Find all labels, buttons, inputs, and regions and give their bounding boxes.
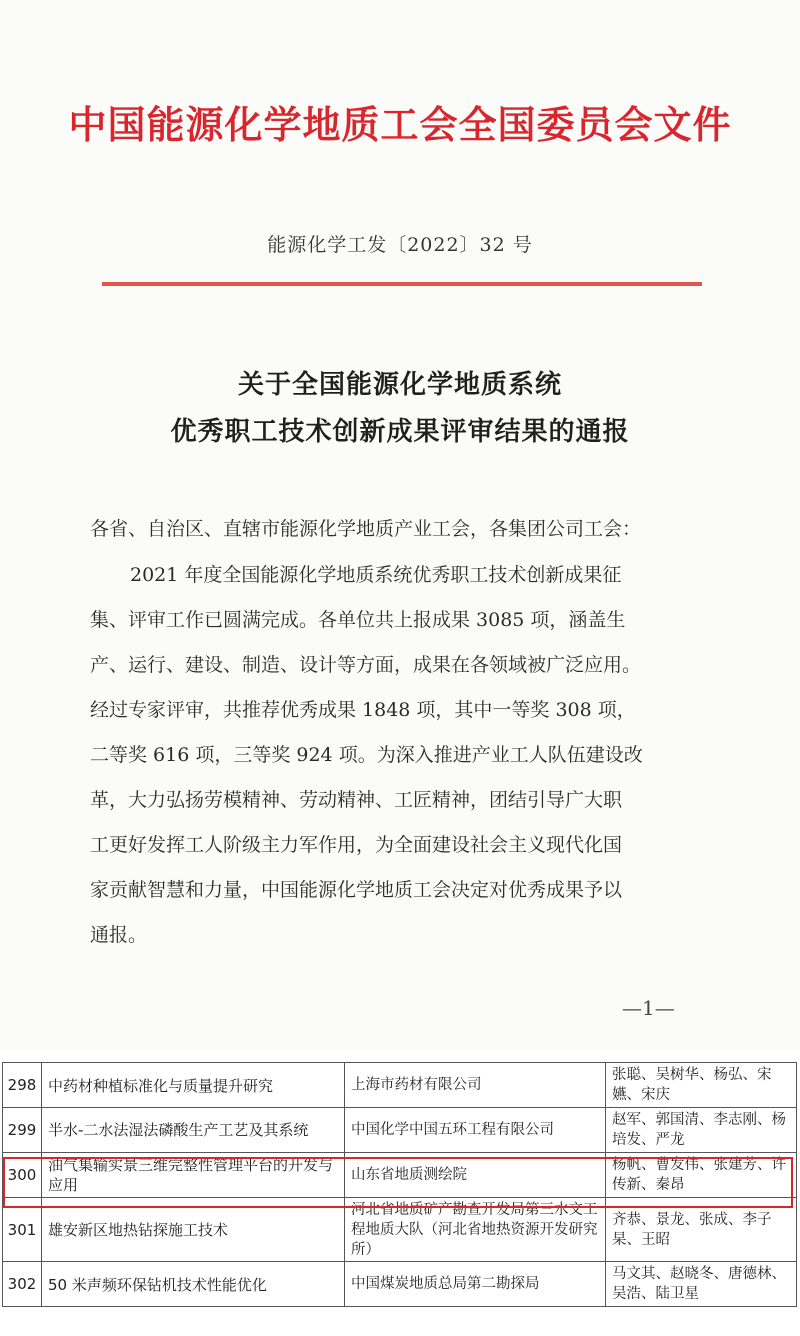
notice-title-line-1: 关于全国能源化学地质系统: [237, 370, 562, 400]
row-number: 299: [3, 1108, 42, 1153]
body-line: 产、运行、建设、制造、设计等方面，成果在各领域被广泛应用。: [90, 654, 642, 676]
row-number: 300: [3, 1153, 42, 1198]
organization: 中国煤炭地质总局第二勘探局: [345, 1262, 606, 1307]
table-row: [3, 1108, 797, 1153]
participants: 齐恭、景龙、张成、李子杲、王昭: [606, 1198, 797, 1262]
body-line: 通报。: [90, 924, 148, 946]
table-row: [3, 1153, 797, 1198]
body-line: 工更好发挥工人阶级主力军作用，为全面建设社会主义现代化国: [90, 834, 623, 856]
salutation: 各省、自治区、直辖市能源化学地质产业工会，各集团公司工会：: [90, 518, 642, 540]
project-name: 50 米声频环保钻机技术性能优化: [42, 1262, 345, 1307]
participants: 张聪、吴树华、杨弘、宋嬿、宋庆: [606, 1063, 797, 1108]
project-name: 油气集输实景三维完整性管理平台的开发与应用: [42, 1153, 345, 1198]
page-number: —1—: [622, 996, 675, 1020]
participants: 赵军、郭国清、李志刚、杨培发、严龙: [606, 1108, 797, 1153]
body-line: 经过专家评审，共推荐优秀成果 1848 项，其中一等奖 308 项，: [90, 699, 636, 721]
participants: 马文其、赵晓冬、唐德林、吴浩、陆卫星: [606, 1262, 797, 1307]
letterhead-divider: [102, 282, 702, 286]
organization: 山东省地质测绘院: [345, 1153, 606, 1198]
body-line: 2021 年度全国能源化学地质系统优秀职工技术创新成果征: [130, 564, 622, 586]
letterhead-title: 中国能源化学地质工会全国委员会文件: [68, 103, 732, 147]
table-row: [3, 1262, 797, 1307]
project-name: 半水-二水法湿法磷酸生产工艺及其系统: [42, 1108, 345, 1153]
body-line: 集、评审工作已圆满完成。各单位共上报成果 3085 项，涵盖生: [90, 609, 626, 631]
row-number: 301: [3, 1198, 42, 1262]
body-line: 革，大力弘扬劳模精神、劳动精神、工匠精神，团结引导广大职: [90, 789, 623, 811]
results-table: [2, 1062, 797, 1307]
organization: 河北省地质矿产勘查开发局第三水文工程地质大队（河北省地热资源开发研究所）: [345, 1198, 606, 1262]
organization: 中国化学中国五环工程有限公司: [345, 1108, 606, 1153]
project-name: 中药材种植标准化与质量提升研究: [42, 1063, 345, 1108]
table-row: [3, 1063, 797, 1108]
row-number: 298: [3, 1063, 42, 1108]
project-name: 雄安新区地热钻探施工技术: [42, 1198, 345, 1262]
table-row: [3, 1198, 797, 1262]
participants: 杨帆、曹发伟、张建芳、许传新、秦昂: [606, 1153, 797, 1198]
body-line: 二等奖 616 项，三等奖 924 项。为深入推进产业工人队伍建设改: [90, 744, 643, 766]
body-line: 家贡献智慧和力量，中国能源化学地质工会决定对优秀成果予以: [90, 879, 623, 901]
row-number: 302: [3, 1262, 42, 1307]
organization: 上海市药材有限公司: [345, 1063, 606, 1108]
document-number: 能源化学工发〔2022〕32 号: [267, 234, 533, 256]
notice-title-line-2: 优秀职工技术创新成果评审结果的通报: [170, 417, 630, 447]
